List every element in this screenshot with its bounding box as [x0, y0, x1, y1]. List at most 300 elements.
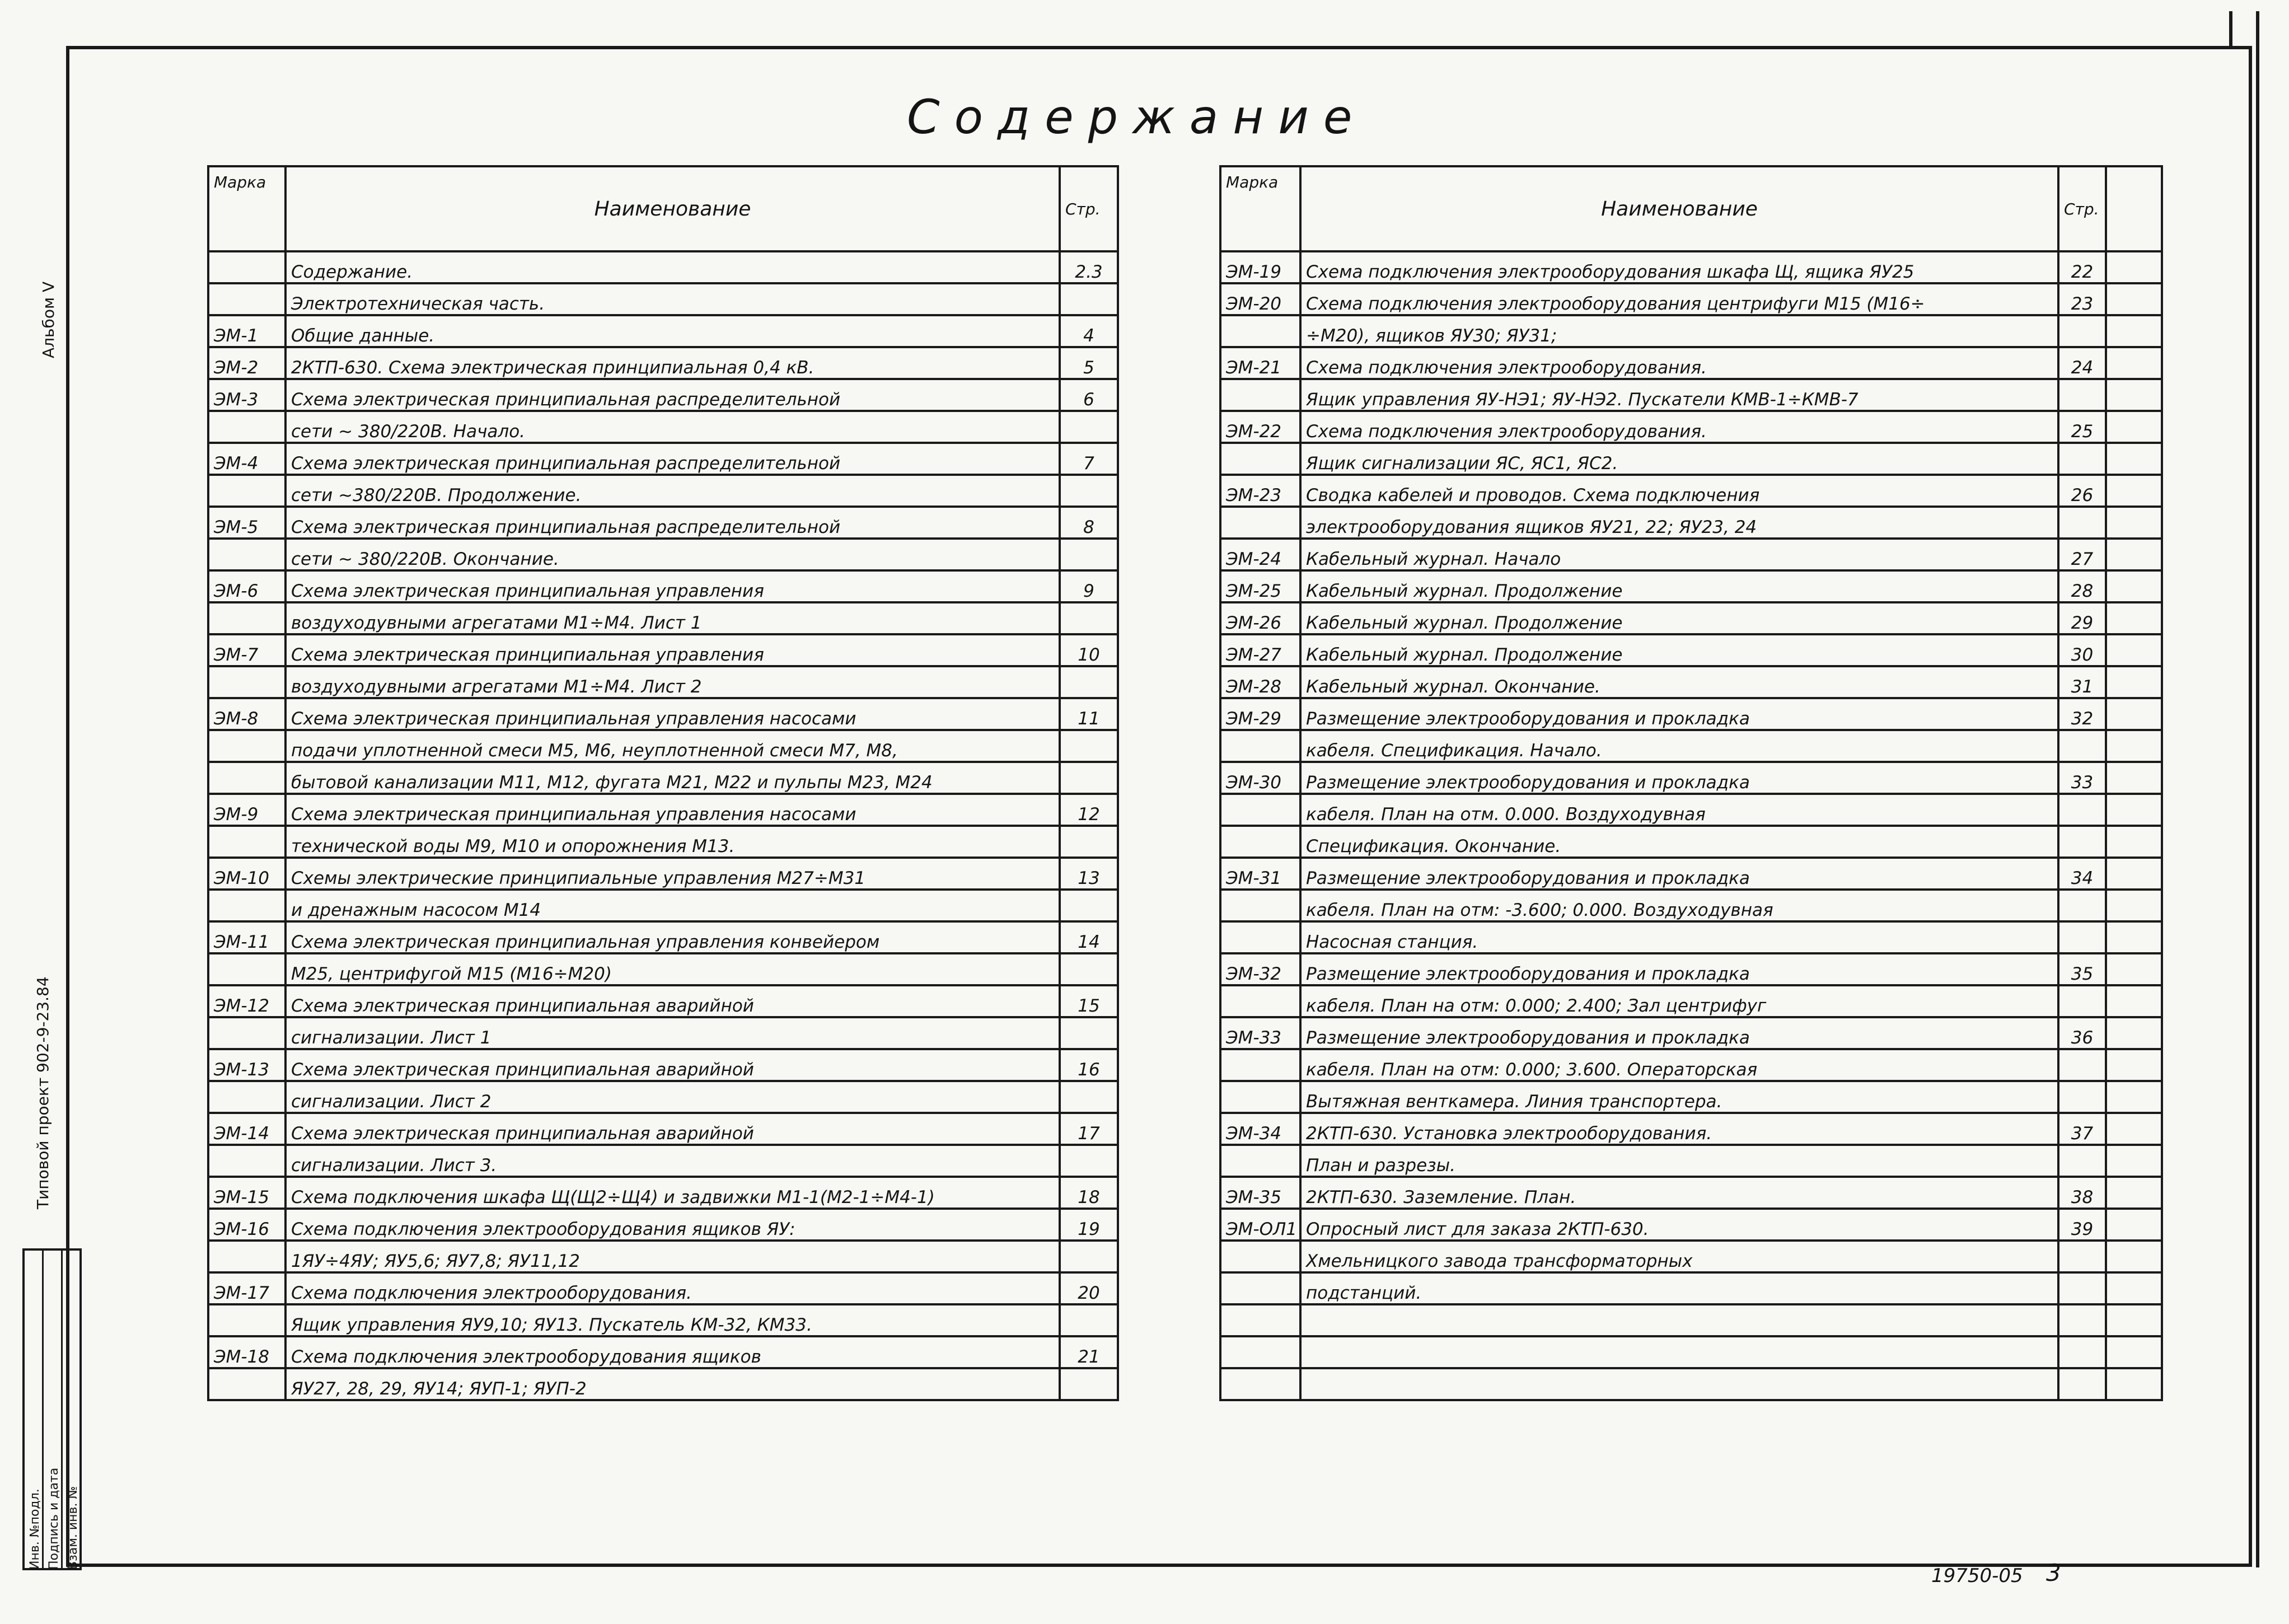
- column-header-name: Наименование: [1300, 166, 2058, 251]
- row-page: 31: [2058, 666, 2106, 698]
- table-row: [208, 539, 1118, 570]
- row-page: 35: [2058, 953, 2106, 985]
- row-page: 5: [1060, 347, 1118, 379]
- row-page: [2058, 1272, 2106, 1304]
- row-page: 19: [1060, 1209, 1118, 1241]
- row-blank: [2106, 570, 2162, 602]
- row-name: Общие данные.: [285, 315, 1060, 347]
- row-name: 2КТП-630. Установка электрооборудования.: [1300, 1113, 2058, 1145]
- row-blank: [2106, 283, 2162, 315]
- table-row: [1220, 890, 2162, 921]
- row-page: [2058, 1304, 2106, 1336]
- row-code: [208, 1241, 285, 1272]
- table-row: [208, 1049, 1118, 1081]
- row-page: [1060, 283, 1118, 315]
- row-name: Схема электрическая принципиальная управления насосами: [285, 698, 1060, 730]
- row-code: ЭМ-ОЛ1: [1220, 1209, 1300, 1241]
- row-code: [1220, 1336, 1300, 1368]
- table-row: [208, 890, 1118, 921]
- table-row: [1220, 347, 2162, 379]
- row-name: Электротехническая часть.: [285, 283, 1060, 315]
- row-code: ЭМ-29: [1220, 698, 1300, 730]
- table-header-row: [208, 166, 1118, 251]
- table-row: [1220, 411, 2162, 443]
- row-name: ÷М20), ящиков ЯУ30; ЯУ31;: [1300, 315, 2058, 347]
- row-code: [208, 1017, 285, 1049]
- table-row: [1220, 1272, 2162, 1304]
- row-blank: [2106, 443, 2162, 475]
- row-name: сигнализации. Лист 1: [285, 1017, 1060, 1049]
- album-label: Альбом V: [39, 281, 58, 358]
- row-blank: [2106, 666, 2162, 698]
- row-blank: [2106, 251, 2162, 283]
- table-row: [208, 666, 1118, 698]
- row-blank: [2106, 1368, 2162, 1400]
- row-name: воздуходувными агрегатами М1÷М4. Лист 2: [285, 666, 1060, 698]
- row-code: [208, 251, 285, 283]
- row-page: 7: [1060, 443, 1118, 475]
- table-row: [208, 826, 1118, 858]
- table-row: [1220, 1081, 2162, 1113]
- row-code: ЭМ-35: [1220, 1177, 1300, 1209]
- table-row: [208, 921, 1118, 953]
- row-blank: [2106, 1241, 2162, 1272]
- row-page: 39: [2058, 1209, 2106, 1241]
- table-header-row: [1220, 166, 2162, 251]
- row-page: 33: [2058, 762, 2106, 794]
- table-row: [208, 985, 1118, 1017]
- row-blank: [2106, 315, 2162, 347]
- contents-table-left: [207, 165, 1119, 1401]
- row-name: Схема электрическая принципиальная управления: [285, 634, 1060, 666]
- table-row: [1220, 666, 2162, 698]
- row-code: ЭМ-6: [208, 570, 285, 602]
- row-page: 26: [2058, 475, 2106, 507]
- table-row: [1220, 1368, 2162, 1400]
- row-page: 21: [1060, 1336, 1118, 1368]
- row-code: [208, 1304, 285, 1336]
- row-blank: [2106, 1209, 2162, 1241]
- column-header-code: Марка: [208, 166, 285, 251]
- table-row: [208, 507, 1118, 539]
- row-name: Размещение электрооборудования и прокладка: [1300, 1017, 2058, 1049]
- table-row: [1220, 570, 2162, 602]
- row-page: [2058, 921, 2106, 953]
- table-row: [1220, 475, 2162, 507]
- row-blank: [2106, 347, 2162, 379]
- frame-outer-edge: [2256, 11, 2259, 1567]
- row-code: ЭМ-2: [208, 347, 285, 379]
- row-name: 1ЯУ÷4ЯУ; ЯУ5,6; ЯУ7,8; ЯУ11,12: [285, 1241, 1060, 1272]
- row-code: ЭМ-9: [208, 794, 285, 826]
- table-row: [208, 443, 1118, 475]
- row-page: [2058, 1049, 2106, 1081]
- row-code: ЭМ-23: [1220, 475, 1300, 507]
- row-page: [2058, 1081, 2106, 1113]
- row-name: Содержание.: [285, 251, 1060, 283]
- row-page: 29: [2058, 602, 2106, 634]
- table-row: [208, 1209, 1118, 1241]
- row-page: 2.3: [1060, 251, 1118, 283]
- table-row: [1220, 1336, 2162, 1368]
- row-code: ЭМ-17: [208, 1272, 285, 1304]
- row-page: 28: [2058, 570, 2106, 602]
- table-row: [1220, 730, 2162, 762]
- row-code: [208, 762, 285, 794]
- row-page: [1060, 953, 1118, 985]
- title-block-stamp: [22, 1248, 82, 1570]
- row-page: 22: [2058, 251, 2106, 283]
- row-page: [2058, 443, 2106, 475]
- row-page: [2058, 1368, 2106, 1400]
- table-row: [1220, 1177, 2162, 1209]
- row-page: 13: [1060, 858, 1118, 890]
- row-name: М25, центрифугой М15 (М16÷М20): [285, 953, 1060, 985]
- row-page: [2058, 1145, 2106, 1177]
- row-blank: [2106, 890, 2162, 921]
- row-code: [208, 730, 285, 762]
- table-row: [208, 698, 1118, 730]
- row-code: [1220, 1304, 1300, 1336]
- table-row: [1220, 1113, 2162, 1145]
- row-page: [1060, 411, 1118, 443]
- row-code: ЭМ-21: [1220, 347, 1300, 379]
- row-blank: [2106, 539, 2162, 570]
- row-name: Схема электрическая принципиальная управления конвейером: [285, 921, 1060, 953]
- table-row: [1220, 794, 2162, 826]
- table-row: [1220, 826, 2162, 858]
- project-label: Типовой проект 902-9-23.84: [34, 976, 52, 1209]
- row-page: 4: [1060, 315, 1118, 347]
- row-page: 15: [1060, 985, 1118, 1017]
- table-row: [1220, 251, 2162, 283]
- row-code: [208, 1145, 285, 1177]
- row-name: Ящик управления ЯУ-НЭ1; ЯУ-НЭ2. Пускатели КМВ-1÷КМВ-7: [1300, 379, 2058, 411]
- table-row: [208, 1113, 1118, 1145]
- drawing-number: 19750-05: [1931, 1565, 2023, 1587]
- table-row: [1220, 1049, 2162, 1081]
- row-page: 30: [2058, 634, 2106, 666]
- row-page: [1060, 1145, 1118, 1177]
- row-code: [208, 539, 285, 570]
- table-row: [1220, 1304, 2162, 1336]
- table-row: [208, 762, 1118, 794]
- row-name: Ящик управления ЯУ9,10; ЯУ13. Пускатель КМ-32, КМ33.: [285, 1304, 1060, 1336]
- row-code: ЭМ-33: [1220, 1017, 1300, 1049]
- row-name: Кабельный журнал. Окончание.: [1300, 666, 2058, 698]
- table-row: [1220, 443, 2162, 475]
- row-page: [2058, 379, 2106, 411]
- row-code: ЭМ-28: [1220, 666, 1300, 698]
- row-code: [1220, 985, 1300, 1017]
- row-page: [1060, 1368, 1118, 1400]
- row-name: сети ~ 380/220В. Окончание.: [285, 539, 1060, 570]
- row-page: [2058, 315, 2106, 347]
- row-code: [208, 411, 285, 443]
- row-code: ЭМ-8: [208, 698, 285, 730]
- row-page: [1060, 1304, 1118, 1336]
- row-name: План и разрезы.: [1300, 1145, 2058, 1177]
- row-code: ЭМ-27: [1220, 634, 1300, 666]
- table-row: [208, 251, 1118, 283]
- row-page: 38: [2058, 1177, 2106, 1209]
- row-page: 17: [1060, 1113, 1118, 1145]
- row-code: [1220, 890, 1300, 921]
- row-page: [1060, 730, 1118, 762]
- row-code: [1220, 379, 1300, 411]
- row-code: [1220, 507, 1300, 539]
- row-name: кабеля. План на отм. 0.000. Воздуходувная: [1300, 794, 2058, 826]
- row-page: 23: [2058, 283, 2106, 315]
- row-name: Схема электрическая принципиальная аварийной: [285, 1049, 1060, 1081]
- row-name: Ящик сигнализации ЯС, ЯС1, ЯС2.: [1300, 443, 2058, 475]
- table-row: [208, 411, 1118, 443]
- row-code: [1220, 1049, 1300, 1081]
- row-code: ЭМ-19: [1220, 251, 1300, 283]
- table-row: [208, 858, 1118, 890]
- row-code: ЭМ-26: [1220, 602, 1300, 634]
- row-page: 18: [1060, 1177, 1118, 1209]
- table-row: [208, 315, 1118, 347]
- row-page: 9: [1060, 570, 1118, 602]
- row-code: ЭМ-20: [1220, 283, 1300, 315]
- row-blank: [2106, 1017, 2162, 1049]
- row-name: Схема подключения электрооборудования.: [1300, 347, 2058, 379]
- table-row: [1220, 953, 2162, 985]
- row-code: ЭМ-11: [208, 921, 285, 953]
- row-blank: [2106, 794, 2162, 826]
- row-page: 11: [1060, 698, 1118, 730]
- row-code: [208, 602, 285, 634]
- row-page: 6: [1060, 379, 1118, 411]
- row-name: 2КТП-630. Схема электрическая принципиальная 0,4 кВ.: [285, 347, 1060, 379]
- row-page: [2058, 826, 2106, 858]
- row-page: [1060, 762, 1118, 794]
- row-page: [2058, 985, 2106, 1017]
- row-blank: [2106, 730, 2162, 762]
- row-name: Кабельный журнал. Начало: [1300, 539, 2058, 570]
- row-code: [1220, 1145, 1300, 1177]
- row-name: Спецификация. Окончание.: [1300, 826, 2058, 858]
- row-blank: [2106, 985, 2162, 1017]
- row-page: 32: [2058, 698, 2106, 730]
- row-blank: [2106, 379, 2162, 411]
- row-code: ЭМ-32: [1220, 953, 1300, 985]
- row-blank: [2106, 507, 2162, 539]
- row-name: воздуходувными агрегатами М1÷М4. Лист 1: [285, 602, 1060, 634]
- table-row: [208, 475, 1118, 507]
- table-row: [208, 1304, 1118, 1336]
- row-blank: [2106, 1113, 2162, 1145]
- row-blank: [2106, 826, 2162, 858]
- row-name: Схема электрическая принципиальная распределительной: [285, 507, 1060, 539]
- row-code: ЭМ-14: [208, 1113, 285, 1145]
- row-page: 34: [2058, 858, 2106, 890]
- row-name: сигнализации. Лист 3.: [285, 1145, 1060, 1177]
- row-name: Кабельный журнал. Продолжение: [1300, 570, 2058, 602]
- row-page: [2058, 890, 2106, 921]
- row-page: 24: [2058, 347, 2106, 379]
- row-name: Схема электрическая принципиальная управления насосами: [285, 794, 1060, 826]
- row-name: Размещение электрооборудования и прокладка: [1300, 953, 2058, 985]
- row-page: [2058, 507, 2106, 539]
- contents-table-right: [1219, 165, 2163, 1401]
- stamp-label-signature: Подпись и дата: [47, 1467, 61, 1570]
- row-page: [1060, 826, 1118, 858]
- row-code: ЭМ-10: [208, 858, 285, 890]
- row-name: Опросный лист для заказа 2КТП-630.: [1300, 1209, 2058, 1241]
- row-code: [208, 953, 285, 985]
- row-name: 2КТП-630. Заземление. План.: [1300, 1177, 2058, 1209]
- row-name: Схема подключения шкафа Щ(Щ2÷Щ4) и задвижки М1-1(М2-1÷М4-1): [285, 1177, 1060, 1209]
- row-code: ЭМ-7: [208, 634, 285, 666]
- row-page: 37: [2058, 1113, 2106, 1145]
- table-row: [208, 634, 1118, 666]
- row-name: бытовой канализации М11, М12, фугата М21, М22 и пульпы М23, М24: [285, 762, 1060, 794]
- table-row: [208, 794, 1118, 826]
- table-row: [208, 347, 1118, 379]
- row-code: ЭМ-13: [208, 1049, 285, 1081]
- row-blank: [2106, 1081, 2162, 1113]
- table-row: [1220, 1145, 2162, 1177]
- table-row: [208, 570, 1118, 602]
- row-page: [1060, 475, 1118, 507]
- row-page: [1060, 539, 1118, 570]
- table-row: [208, 1177, 1118, 1209]
- row-name: Размещение электрооборудования и прокладка: [1300, 762, 2058, 794]
- row-code: [208, 1081, 285, 1113]
- row-page: 36: [2058, 1017, 2106, 1049]
- row-code: ЭМ-12: [208, 985, 285, 1017]
- row-name: и дренажным насосом М14: [285, 890, 1060, 921]
- row-page: 12: [1060, 794, 1118, 826]
- table-row: [208, 1145, 1118, 1177]
- row-name: Схема подключения электрооборудования центрифуги М15 (М16÷: [1300, 283, 2058, 315]
- row-name: кабеля. План на отм: -3.600; 0.000. Воздуходувная: [1300, 890, 2058, 921]
- row-code: [1220, 730, 1300, 762]
- table-row: [1220, 858, 2162, 890]
- row-name: Размещение электрооборудования и прокладка: [1300, 698, 2058, 730]
- column-header-name: Наименование: [285, 166, 1060, 251]
- row-blank: [2106, 602, 2162, 634]
- table-row: [208, 602, 1118, 634]
- row-name: Схема электрическая принципиальная распределительной: [285, 379, 1060, 411]
- table-row: [208, 283, 1118, 315]
- row-code: ЭМ-34: [1220, 1113, 1300, 1145]
- row-name: кабеля. Спецификация. Начало.: [1300, 730, 2058, 762]
- table-row: [1220, 921, 2162, 953]
- row-code: [208, 475, 285, 507]
- row-blank: [2106, 411, 2162, 443]
- table-row: [1220, 539, 2162, 570]
- row-page: 27: [2058, 539, 2106, 570]
- row-code: [1220, 1368, 1300, 1400]
- row-code: [1220, 1272, 1300, 1304]
- row-code: ЭМ-5: [208, 507, 285, 539]
- row-name: Размещение электрооборудования и прокладка: [1300, 858, 2058, 890]
- row-page: 8: [1060, 507, 1118, 539]
- row-name: Вытяжная венткамера. Линия транспортера.: [1300, 1081, 2058, 1113]
- sheet-number: 3: [2046, 1559, 2061, 1586]
- row-name: Схема электрическая принципиальная управления: [285, 570, 1060, 602]
- row-code: [208, 890, 285, 921]
- row-code: [1220, 443, 1300, 475]
- row-code: ЭМ-25: [1220, 570, 1300, 602]
- row-name: Схема подключения электрооборудования ящиков: [285, 1336, 1060, 1368]
- row-name: Схема электрическая принципиальная аварийной: [285, 1113, 1060, 1145]
- row-blank: [2106, 634, 2162, 666]
- row-code: [1220, 315, 1300, 347]
- table-row: [1220, 379, 2162, 411]
- row-code: ЭМ-18: [208, 1336, 285, 1368]
- row-name: сети ~380/220В. Продолжение.: [285, 475, 1060, 507]
- table-row: [208, 1336, 1118, 1368]
- table-row: [1220, 698, 2162, 730]
- row-blank: [2106, 921, 2162, 953]
- row-code: [1220, 921, 1300, 953]
- row-page: 20: [1060, 1272, 1118, 1304]
- table-row: [208, 1368, 1118, 1400]
- row-name: Сводка кабелей и проводов. Схема подключения: [1300, 475, 2058, 507]
- table-row: [1220, 1017, 2162, 1049]
- row-name: Хмельницкого завода трансформаторных: [1300, 1241, 2058, 1272]
- row-blank: [2106, 1177, 2162, 1209]
- row-blank: [2106, 953, 2162, 985]
- row-name: сигнализации. Лист 2: [285, 1081, 1060, 1113]
- row-name: Схема подключения электрооборудования.: [1300, 411, 2058, 443]
- row-name: Схема подключения электрооборудования.: [285, 1272, 1060, 1304]
- row-name: кабеля. План на отм: 0.000; 3.600. Операторская: [1300, 1049, 2058, 1081]
- row-code: [1220, 826, 1300, 858]
- table-row: [1220, 283, 2162, 315]
- table-row: [208, 953, 1118, 985]
- row-page: [1060, 890, 1118, 921]
- table-row: [1220, 985, 2162, 1017]
- column-header-blank: [2106, 166, 2162, 251]
- row-code: ЭМ-15: [208, 1177, 285, 1209]
- row-code: [1220, 1081, 1300, 1113]
- table-row: [1220, 602, 2162, 634]
- row-page: 14: [1060, 921, 1118, 953]
- row-name: подачи уплотненной смеси М5, М6, неуплотненной смеси М7, М8,: [285, 730, 1060, 762]
- row-blank: [2106, 1049, 2162, 1081]
- row-name: Схемы электрические принципиальные управления М27÷М31: [285, 858, 1060, 890]
- table-row: [208, 1272, 1118, 1304]
- row-name: Схема электрическая принципиальная аварийной: [285, 985, 1060, 1017]
- row-code: [208, 1368, 285, 1400]
- row-code: ЭМ-30: [1220, 762, 1300, 794]
- table-row: [208, 1241, 1118, 1272]
- row-blank: [2106, 1336, 2162, 1368]
- row-name: технической воды М9, М10 и опорожнения М13.: [285, 826, 1060, 858]
- row-code: [1220, 1241, 1300, 1272]
- row-page: 10: [1060, 634, 1118, 666]
- row-blank: [2106, 858, 2162, 890]
- row-page: 16: [1060, 1049, 1118, 1081]
- frame-corner-mark: [2229, 11, 2232, 46]
- table-row: [208, 379, 1118, 411]
- row-page: [1060, 1241, 1118, 1272]
- column-header-page: Стр.: [1060, 166, 1118, 251]
- column-header-page: Стр.: [2058, 166, 2106, 251]
- row-name: [1300, 1304, 2058, 1336]
- row-name: сети ~ 380/220В. Начало.: [285, 411, 1060, 443]
- row-page: [1060, 666, 1118, 698]
- row-page: 25: [2058, 411, 2106, 443]
- row-name: кабеля. План на отм: 0.000; 2.400; Зал центрифуг: [1300, 985, 2058, 1017]
- row-name: Кабельный журнал. Продолжение: [1300, 634, 2058, 666]
- row-code: ЭМ-24: [1220, 539, 1300, 570]
